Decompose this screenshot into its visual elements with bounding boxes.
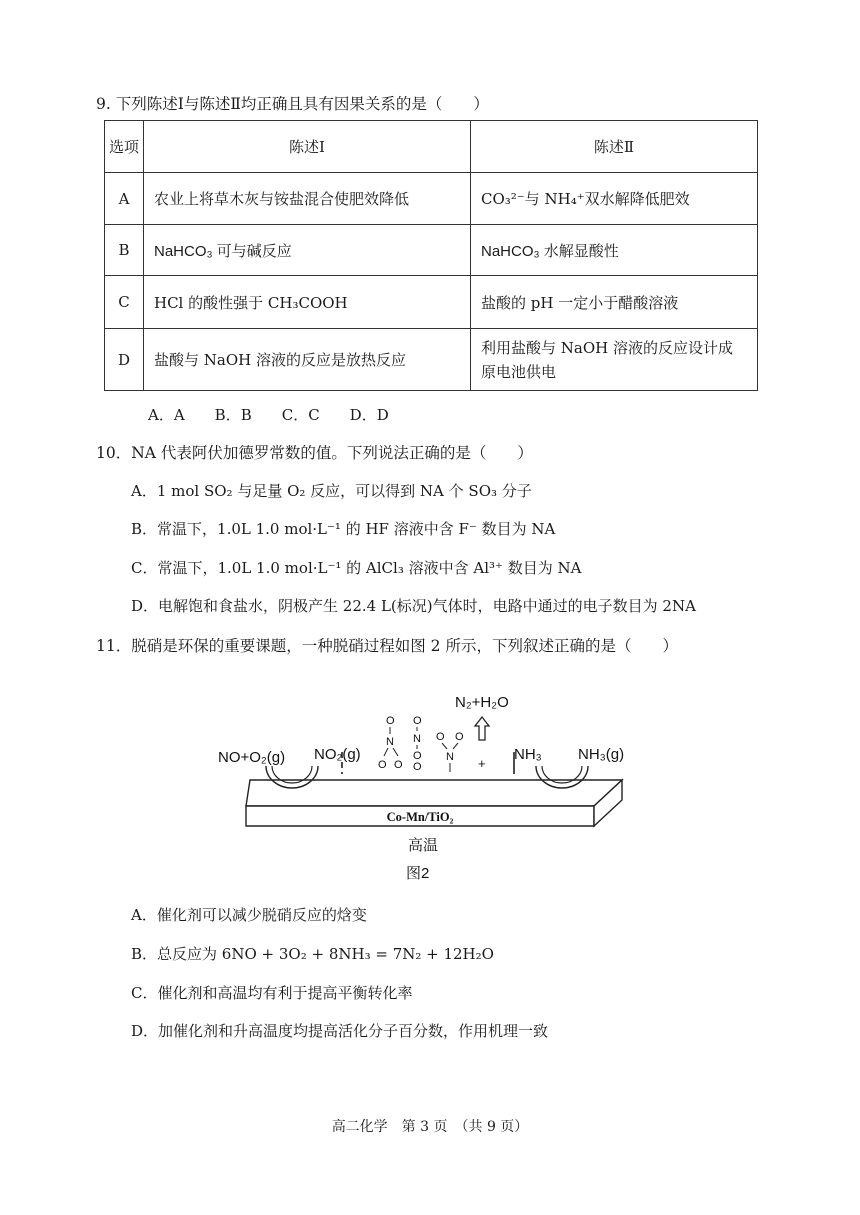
- plus-sign: +: [478, 756, 486, 771]
- table-header-row: [105, 121, 758, 173]
- svg-text:O: O: [394, 759, 403, 771]
- row-option: C: [105, 276, 144, 329]
- q11-option-d: D．加催化剂和升高温度均提高活化分子百分数，作用机理一致: [131, 1022, 549, 1040]
- svg-text:O: O: [436, 731, 445, 743]
- svg-text:N: N: [413, 733, 421, 745]
- q10-option-a: A．1 mol SO₂ 与足量 O₂ 反应，可以得到 NA 个 SO₃ 分子: [131, 482, 532, 500]
- row-option: A: [105, 173, 144, 225]
- svg-text:O: O: [413, 761, 422, 773]
- table-row: [105, 173, 758, 225]
- label-no2: NO₂(g): [314, 746, 361, 763]
- page-footer: 高二化学 第 3 页 （共 9 页）: [331, 1119, 529, 1135]
- q9-table: [104, 120, 758, 391]
- table-row: [105, 276, 758, 329]
- q10-stem: 10．NA 代表阿伏加德罗常数的值。下列说法正确的是（ ）: [96, 444, 533, 462]
- svg-text:O: O: [413, 750, 422, 762]
- svg-text:O: O: [378, 759, 387, 771]
- row-statement-1: 农业上将草木灰与铵盐混合使肥效降低: [144, 173, 471, 225]
- svg-text:N: N: [386, 736, 394, 748]
- row-statement-1: 盐酸与 NaOH 溶液的反应是放热反应: [144, 329, 471, 391]
- svg-text:O: O: [386, 715, 395, 727]
- row-option: B: [105, 225, 144, 276]
- q11-option-a: A．催化剂可以减少脱硝反应的焓变: [131, 906, 367, 924]
- catalyst-label: Co-Mn/TiO₂: [386, 810, 454, 824]
- label-nh3-gas: NH₃(g): [578, 746, 625, 763]
- q9-stem: 9. 下列陈述Ⅰ与陈述Ⅱ均正确且具有因果关系的是（ ）: [96, 95, 489, 113]
- row-statement-1: HCl 的酸性强于 CH₃COOH: [144, 276, 471, 329]
- svg-text:O: O: [455, 731, 464, 743]
- row-statement-2: 盐酸的 pH 一定小于醋酸溶液: [471, 276, 758, 329]
- table-row: [105, 225, 758, 276]
- q11-stem: 11．脱硝是环保的重要课题，一种脱硝过程如图 2 所示，下列叙述正确的是（ ）: [96, 637, 678, 655]
- header-statement-2: 陈述Ⅱ: [471, 121, 758, 173]
- q10-option-c: C．常温下，1.0L 1.0 mol·L⁻¹ 的 AlCl₃ 溶液中含 Al³⁺ 数目为 NA: [131, 559, 582, 577]
- table-row: [105, 329, 758, 391]
- label-nh3: NH₃: [514, 746, 542, 763]
- row-statement-2: CO₃²⁻与 NH₄⁺双水解降低肥效: [471, 173, 758, 225]
- label-no-o2: NO+O₂(g): [218, 749, 286, 766]
- header-statement-1: 陈述Ⅰ: [144, 121, 471, 173]
- denitration-diagram: [0, 680, 860, 910]
- header-option: 选项: [105, 121, 144, 173]
- condition-label: 高温: [408, 837, 439, 854]
- row-option: D: [105, 329, 144, 391]
- q10-option-b: B．常温下，1.0L 1.0 mol·L⁻¹ 的 HF 溶液中含 F⁻ 数目为 NA: [131, 520, 556, 538]
- row-statement-1: NaHCO₃ 可与碱反应: [144, 225, 471, 276]
- q11-option-b: B．总反应为 6NO + 3O₂ + 8NH₃ = 7N₂ + 12H₂O: [131, 945, 494, 963]
- figure-caption: 图2: [406, 865, 430, 882]
- q10-option-d: D．电解饱和食盐水，阴极产生 22.4 L(标况)气体时，电路中通过的电子数目为 2NA: [131, 597, 696, 615]
- row-statement-2: 利用盐酸与 NaOH 溶液的反应设计成原电池供电: [471, 329, 758, 391]
- up-arrow-icon: [475, 717, 489, 740]
- adsorbed-species: [378, 715, 464, 773]
- row-statement-2: NaHCO₃ 水解显酸性: [471, 225, 758, 276]
- q9-choices: A．A B．B C．C D．D: [148, 406, 389, 424]
- q11-option-c: C．催化剂和高温均有利于提高平衡转化率: [131, 984, 413, 1002]
- svg-text:O: O: [413, 715, 422, 727]
- label-product: N₂+H₂O: [455, 694, 509, 711]
- svg-text:N: N: [446, 751, 454, 763]
